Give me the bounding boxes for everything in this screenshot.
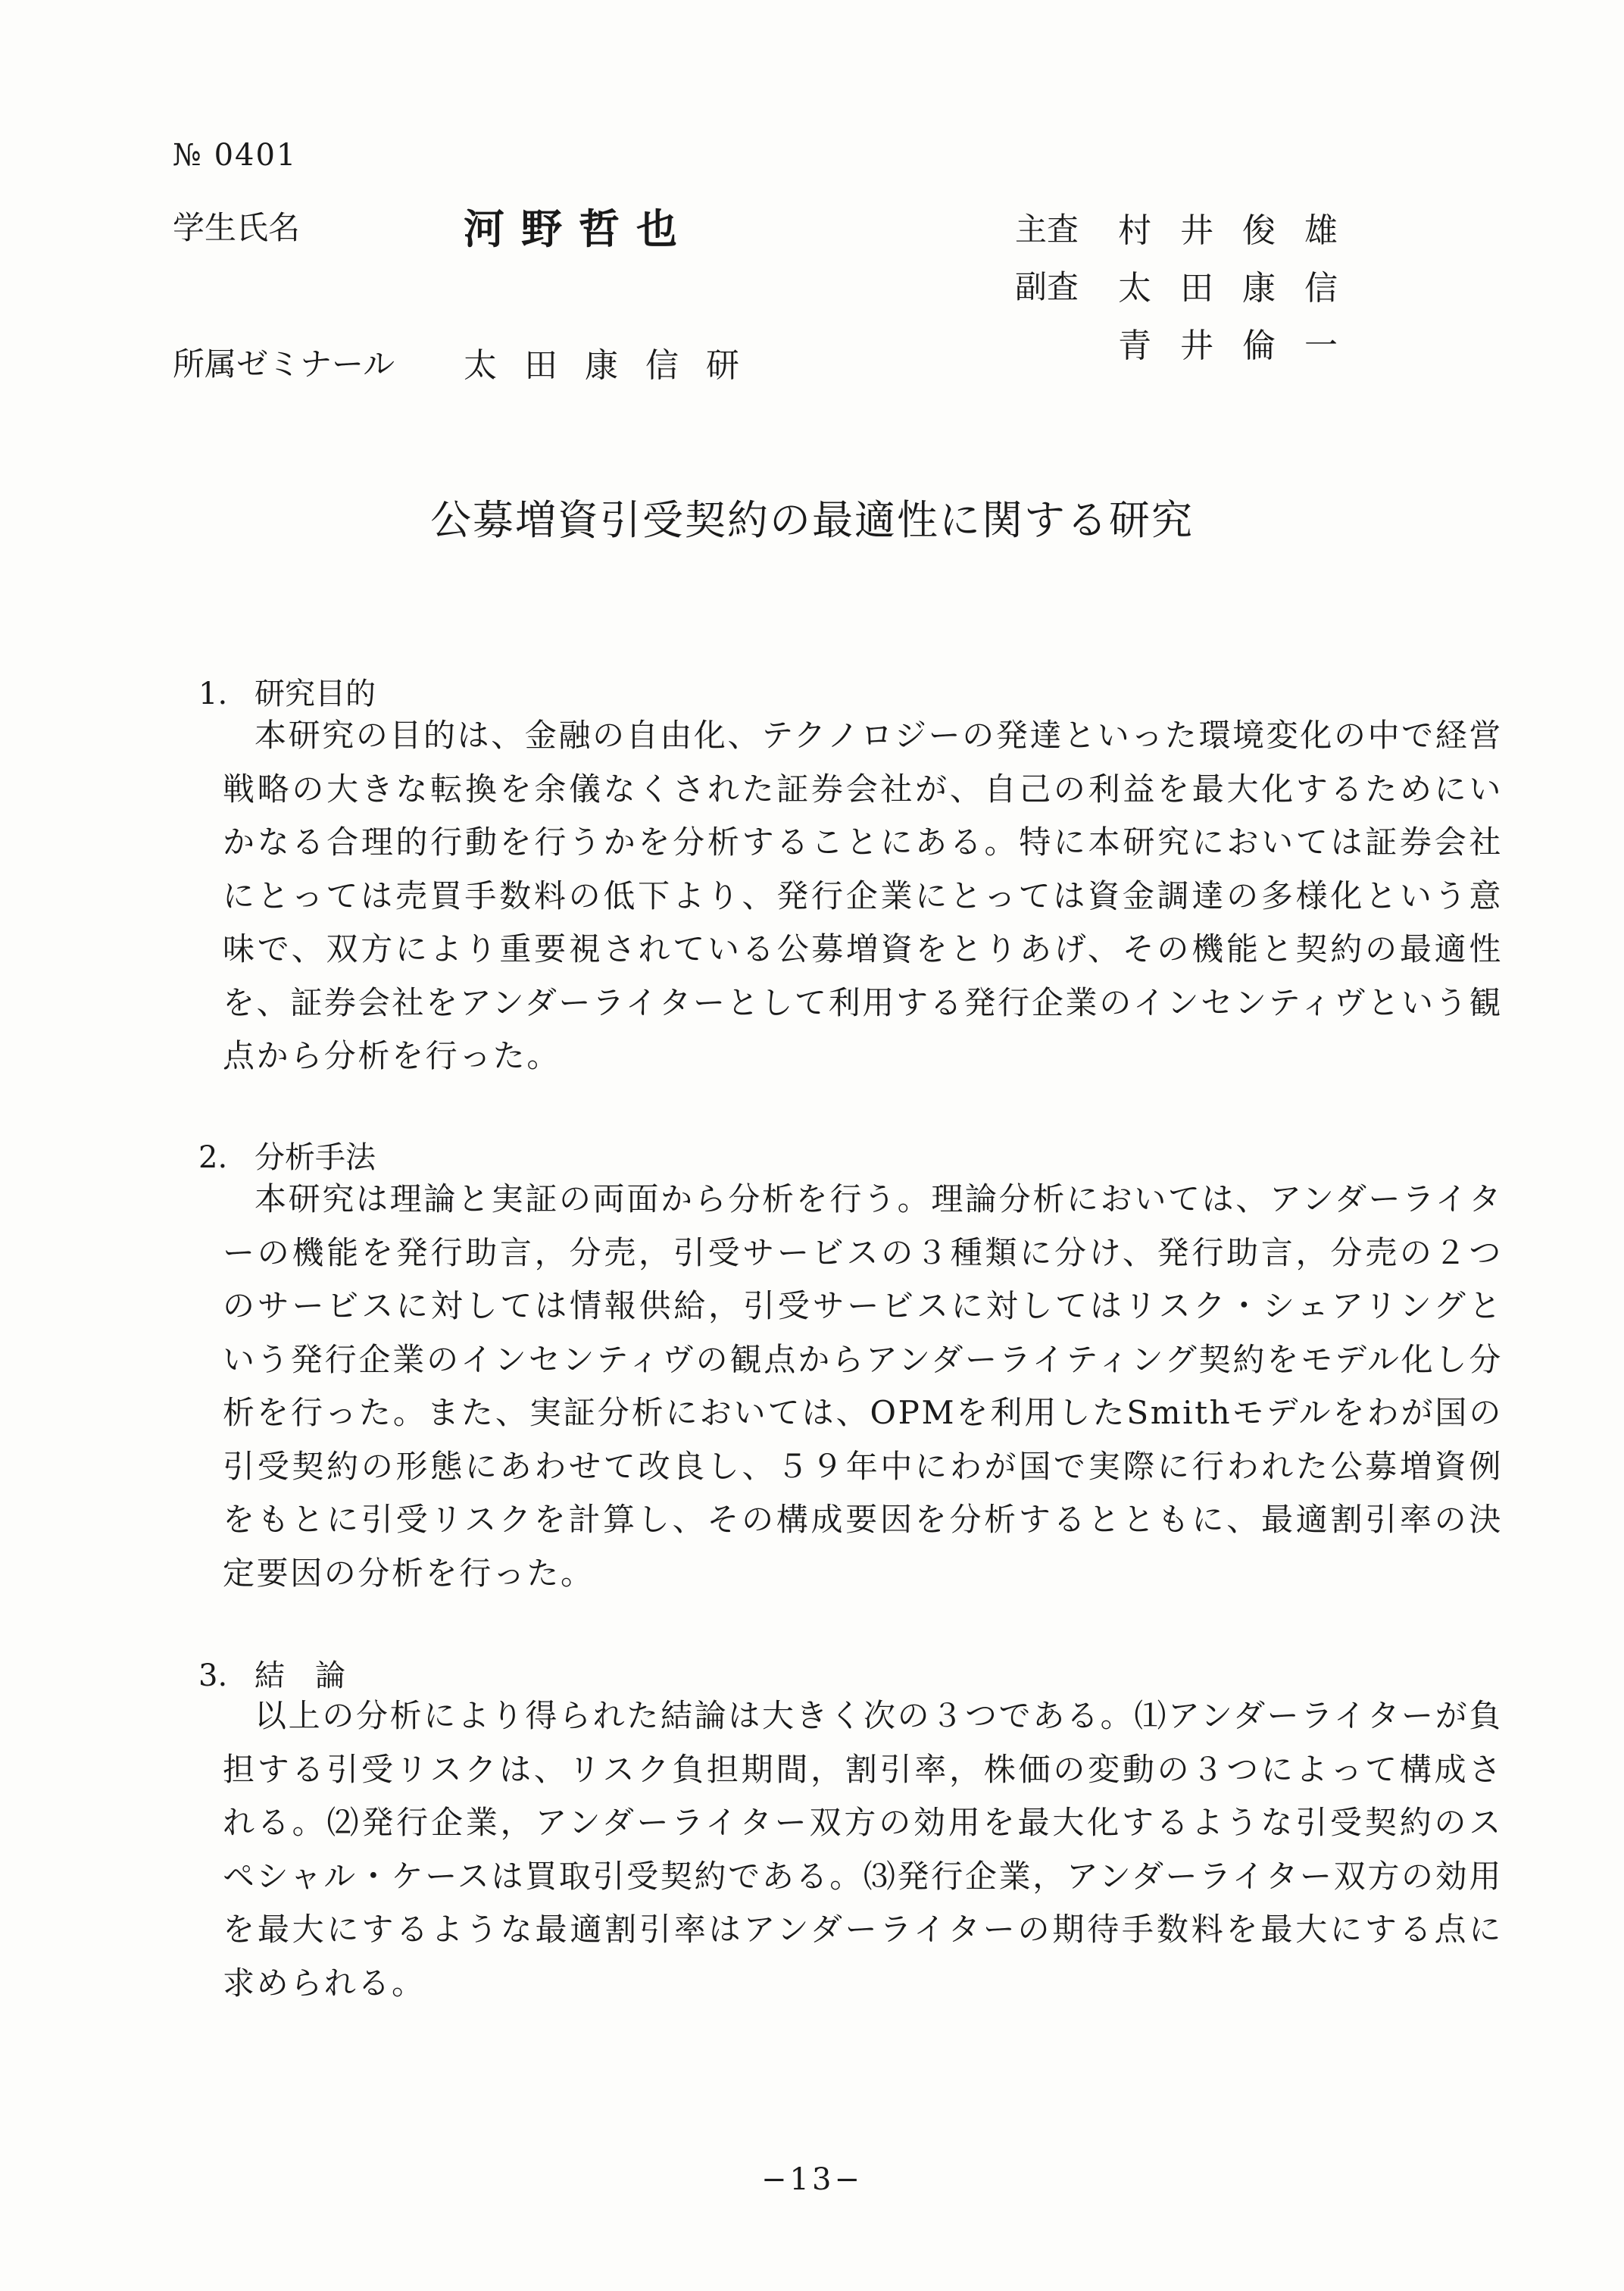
seminar-name: 太田康信研 — [464, 346, 767, 385]
sub-examiner-name: 太田康信 — [1118, 269, 1366, 308]
section-number: 2. — [198, 1140, 228, 1175]
chief-examiner-name: 村井俊雄 — [1118, 211, 1366, 250]
chief-examiner-label: 主査 — [1015, 211, 1079, 248]
section-number: 1. — [198, 677, 228, 711]
section-body — [223, 1689, 1503, 2010]
section-title: 分析手法 — [255, 1140, 376, 1175]
sub-examiner-name: 青井倫一 — [1118, 327, 1366, 365]
sub-examiner-label: 副査 — [1015, 268, 1079, 305]
section-heading — [198, 1133, 376, 1177]
document-number: № 0401 — [173, 138, 298, 173]
section-body — [223, 709, 1503, 1083]
seminar-label: 所属ゼミナール — [173, 345, 395, 383]
paragraph: 以上の分析により得られた結論は大きく次の３つである。⑴アンダーライターが負担する引受リスクは、リスク負担期間，割引率，株価の変動の３つによって構成される。⑵発行企業，アンダーライター双方の効用を最大化するような引受契約のスペシャル・ケースは買取引受契約である。⑶発行企業，アンダーライター双方の効用を最大にするような最適割引率はアンダーライターの期待手数料を最大にする点に求められる。 — [223, 1697, 1503, 2002]
section-heading — [198, 670, 376, 713]
section-number: 3. — [198, 1658, 228, 1693]
section-title: 研究目的 — [255, 677, 376, 711]
student-name-label: 学生氏名 — [173, 209, 301, 246]
section-body — [223, 1173, 1503, 1600]
paragraph: 本研究は理論と実証の両面から分析を行う。理論分析においては、アンダーライターの機能を発行助言，分売，引受サービスの３種類に分け、発行助言，分売の２つのサービスに対しては情報供給，引受サービスに対してはリスク・シェアリングという発行企業のインセンティヴの観点からアンダーライティング契約をモデル化し分析を行った。また、実証分析においては、OPMを利用したSmithモデルをわが国の引受契約の形態にあわせて改良し、５９年中にわが国で実際に行われた公募増資例をもとに引受リスクを計算し、その構成要因を分析するとともに、最適割引率の決定要因の分析を行った。 — [223, 1180, 1503, 1592]
section-title: 結 論 — [255, 1658, 345, 1693]
paper-title: 公募増資引受契約の最適性に関する研究 — [430, 496, 1194, 544]
page-number: −13− — [761, 2162, 863, 2197]
section-heading — [198, 1652, 345, 1695]
student-name: 河野哲也 — [464, 205, 694, 253]
paragraph: 本研究の目的は、金融の自由化、テクノロジーの発達といった環境変化の中で経営戦略の大きな転換を余儀なくされた証券会社が、自己の利益を最大化するためにいかなる合理的行動を行うかを分析することにある。特に本研究においては証券会社にとっては売買手数料の低下より、発行企業にとっては資金調達の多様化という意味で、双方により重要視されている公募増資をとりあげ、その機能と契約の最適性を、証券会社をアンダーライターとして利用する発行企業のインセンティヴという観点から分析を行った。 — [223, 717, 1503, 1074]
